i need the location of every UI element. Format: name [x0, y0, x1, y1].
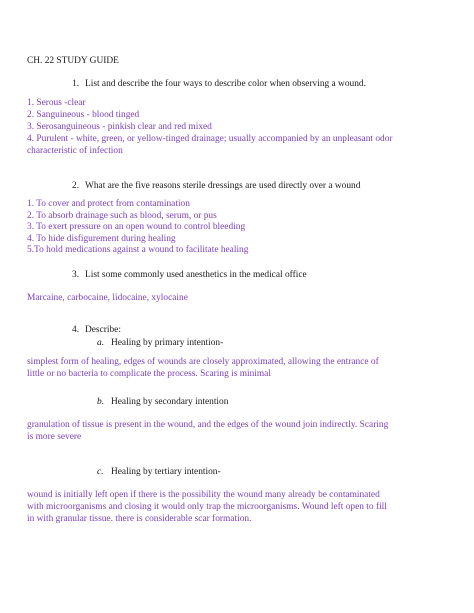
q2-number: 2.	[72, 181, 80, 191]
q4a-answer-line: simplest form of healing, edges of wounds are closely approximated, allowing the entrance of	[27, 357, 379, 367]
page-title: CH. 22 STUDY GUIDE	[27, 56, 119, 66]
q4c-answer-line: in with granular tissue. there is considerable scar formation.	[27, 514, 252, 524]
q1-answer-line: 1. Serous -clear	[27, 98, 86, 108]
q4c-answer-line: wound is initially left open if there is the possibility the wound many already be contaminated	[27, 490, 380, 500]
q1-answer-line: characteristic of infection	[27, 146, 123, 156]
q2-answer-line: 3. To exert pressure on an open wound to control bleeding	[27, 222, 246, 232]
q2-answer-line: 1. To cover and protect from contamination	[27, 199, 190, 209]
q3-number: 3.	[72, 270, 80, 280]
q4-question: Describe:	[85, 325, 121, 335]
q4b-answer-line: granulation of tissue is present in the wound, and the edges of the wound join indirectly. Scaring	[27, 420, 389, 430]
q4a-letter: a.	[97, 338, 105, 348]
q4-number: 4.	[72, 325, 80, 335]
q2-question: What are the five reasons sterile dressings are used directly over a wound	[85, 181, 361, 191]
q4a-answer-line: little or no bacteria to complicate the process. Scaring is minimal	[27, 369, 271, 379]
q4c-label: Healing by tertiary intention-	[111, 467, 221, 477]
q1-number: 1.	[72, 79, 80, 89]
q1-answer-line: 4. Purulent - white, green, or yellow-tinged drainage; usually accompanied by an unpleasant odor	[27, 134, 393, 144]
q1-answer-line: 2. Sanguineous - blood tinged	[27, 110, 140, 120]
q4c-answer-line: with microorganisms and closing it would only trap the microorganisms. Wound left open to fill	[27, 502, 387, 512]
q1-answer-line: 3. Serosanguineous - pinkish clear and red mixed	[27, 122, 212, 132]
q4b-letter: b.	[97, 397, 105, 407]
q2-answer-line: 2. To absorb drainage such as blood, serum, or pus	[27, 211, 217, 221]
q3-answer: Marcaine, carbocaine, lidocaine, xylocaine	[27, 293, 188, 303]
q4a-label: Healing by primary intention-	[111, 338, 224, 348]
q4b-answer-line: is more severe	[27, 432, 82, 442]
q3-question: List some commonly used anesthetics in the medical office	[85, 270, 307, 280]
q4c-letter: c.	[97, 467, 104, 477]
q2-answer-line: 5.To hold medications against a wound to facilitate healing	[27, 245, 249, 255]
q2-answer-line: 4. To hide disfigurement during healing	[27, 234, 176, 244]
q4b-label: Healing by secondary intention	[111, 397, 229, 407]
q1-question: List and describe the four ways to describe color when observing a wound.	[85, 79, 366, 89]
